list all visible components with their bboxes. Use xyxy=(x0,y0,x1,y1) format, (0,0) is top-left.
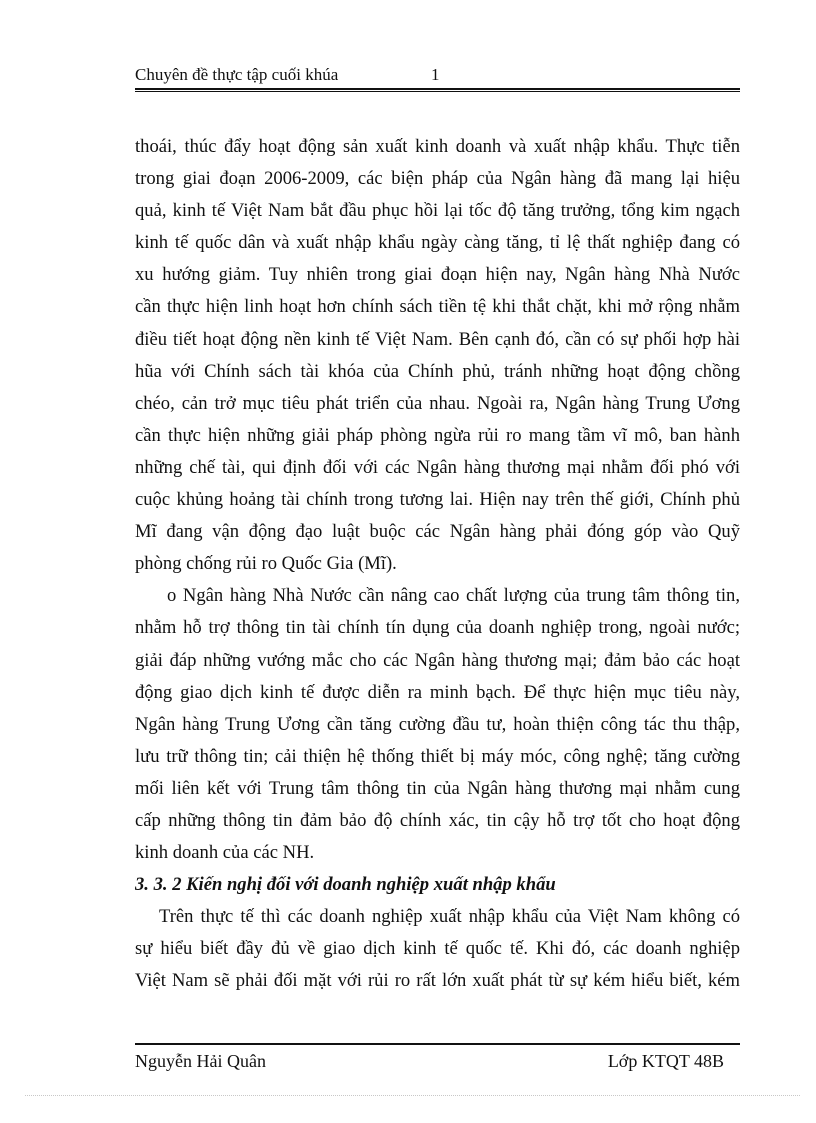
footer-author: Nguyễn Hải Quân xyxy=(135,1051,266,1071)
footer-rule xyxy=(135,1043,740,1045)
document-body xyxy=(135,131,740,998)
body-line: mối liên kết với Trung tâm thông tin của Ngân hàng thương mại nhằm cung xyxy=(135,777,740,799)
body-line: Ngân hàng Trung Ương cần tăng cường đầu tư, hoàn thiện công tác thu thập, xyxy=(135,713,740,735)
page-edge-divider xyxy=(25,1095,800,1096)
body-line: cuộc khủng hoảng tài chính trong tương lai. Hiện nay trên thế giới, Chính phủ xyxy=(135,489,740,511)
body-line: thoái, thúc đẩy hoạt động sản xuất kinh doanh và xuất nhập khẩu. Thực tiễn xyxy=(135,136,740,157)
body-line: cần thực hiện linh hoạt hơn chính sách tiền tệ khi thắt chặt, khi mở rộng nhằm xyxy=(135,296,740,318)
header-page-number: 1 xyxy=(431,65,440,84)
header-rule-thick xyxy=(135,88,740,90)
body-line: cấp những thông tin đảm bảo độ chính xác, tin cậy hỗ trợ tốt cho hoạt động xyxy=(135,809,740,831)
section-heading: 3. 3. 2 Kiến nghị đối với doanh nghiệp xuất nhập khẩu xyxy=(135,874,556,896)
body-line: trong giai đoạn 2006-2009, các biện pháp của Ngân hàng đã mang lại hiệu xyxy=(135,168,740,190)
body-line: Mĩ đang vận động đạo luật buộc các Ngân hàng phải đóng góp vào Quỹ xyxy=(135,521,740,543)
body-line: cần thực hiện những giải pháp phòng ngừa rủi ro mang tầm vĩ mô, ban hành xyxy=(135,424,740,446)
body-line: phòng chống rủi ro Quốc Gia (Mĩ). xyxy=(135,553,397,575)
body-line: Việt Nam sẽ phải đối mặt với rủi ro rất lớn xuất phát từ sự kém hiểu biết, kém xyxy=(135,970,740,992)
body-line: giải đáp những vướng mắc cho các Ngân hàng thương mại; đảm bảo các hoạt xyxy=(135,649,740,671)
header-rule-thin xyxy=(135,91,740,92)
body-line: những chế tài, qui định đối với các Ngân hàng thương mại nhằm đối phó với xyxy=(135,456,740,478)
header-title: Chuyên đề thực tập cuối khúa xyxy=(135,65,339,84)
body-line: điều tiết hoạt động nền kinh tế Việt Nam. Bên cạnh đó, cần có sự phối hợp hài xyxy=(135,328,740,350)
body-line: hũa với Chính sách tài khóa của Chính phủ, tránh những hoạt động chồng xyxy=(135,360,740,382)
footer-class: Lớp KTQT 48B xyxy=(607,1051,724,1071)
body-line: chéo, cản trở mục tiêu phát triển của nhau. Ngoài ra, Ngân hàng Trung Ương xyxy=(135,392,740,414)
body-line: kinh doanh của các NH. xyxy=(135,842,315,864)
body-line: nhằm hỗ trợ thông tin tài chính tín dụng của doanh nghiệp trong, ngoài nước; xyxy=(135,617,740,639)
body-line: xu hướng giảm. Tuy nhiên trong giai đoạn hiện nay, Ngân hàng Nhà Nước xyxy=(135,264,740,286)
page-footer xyxy=(135,1048,740,1074)
body-line: Trên thực tế thì các doanh nghiệp xuất nhập khẩu của Việt Nam không có xyxy=(159,906,740,928)
body-line: quả, kinh tế Việt Nam bắt đầu phục hồi lại tốc độ tăng trưởng, tổng kim ngạch xyxy=(135,200,740,222)
bullet-line: o Ngân hàng Nhà Nước cần nâng cao chất lượng của trung tâm thông tin, xyxy=(167,585,740,607)
body-line: lưu trữ thông tin; cải thiện hệ thống thiết bị máy móc, công nghệ; tăng cường xyxy=(135,745,740,767)
body-line: kinh tế quốc dân và xuất nhập khẩu ngày càng tăng, tỉ lệ thất nghiệp đang có xyxy=(135,232,740,254)
body-line: sự hiểu biết đầy đủ về giao dịch kinh tế quốc tế. Khi đó, các doanh nghiệp xyxy=(135,938,740,960)
body-line: động giao dịch kinh tế được diễn ra minh bạch. Để thực hiện mục tiêu này, xyxy=(135,681,740,703)
